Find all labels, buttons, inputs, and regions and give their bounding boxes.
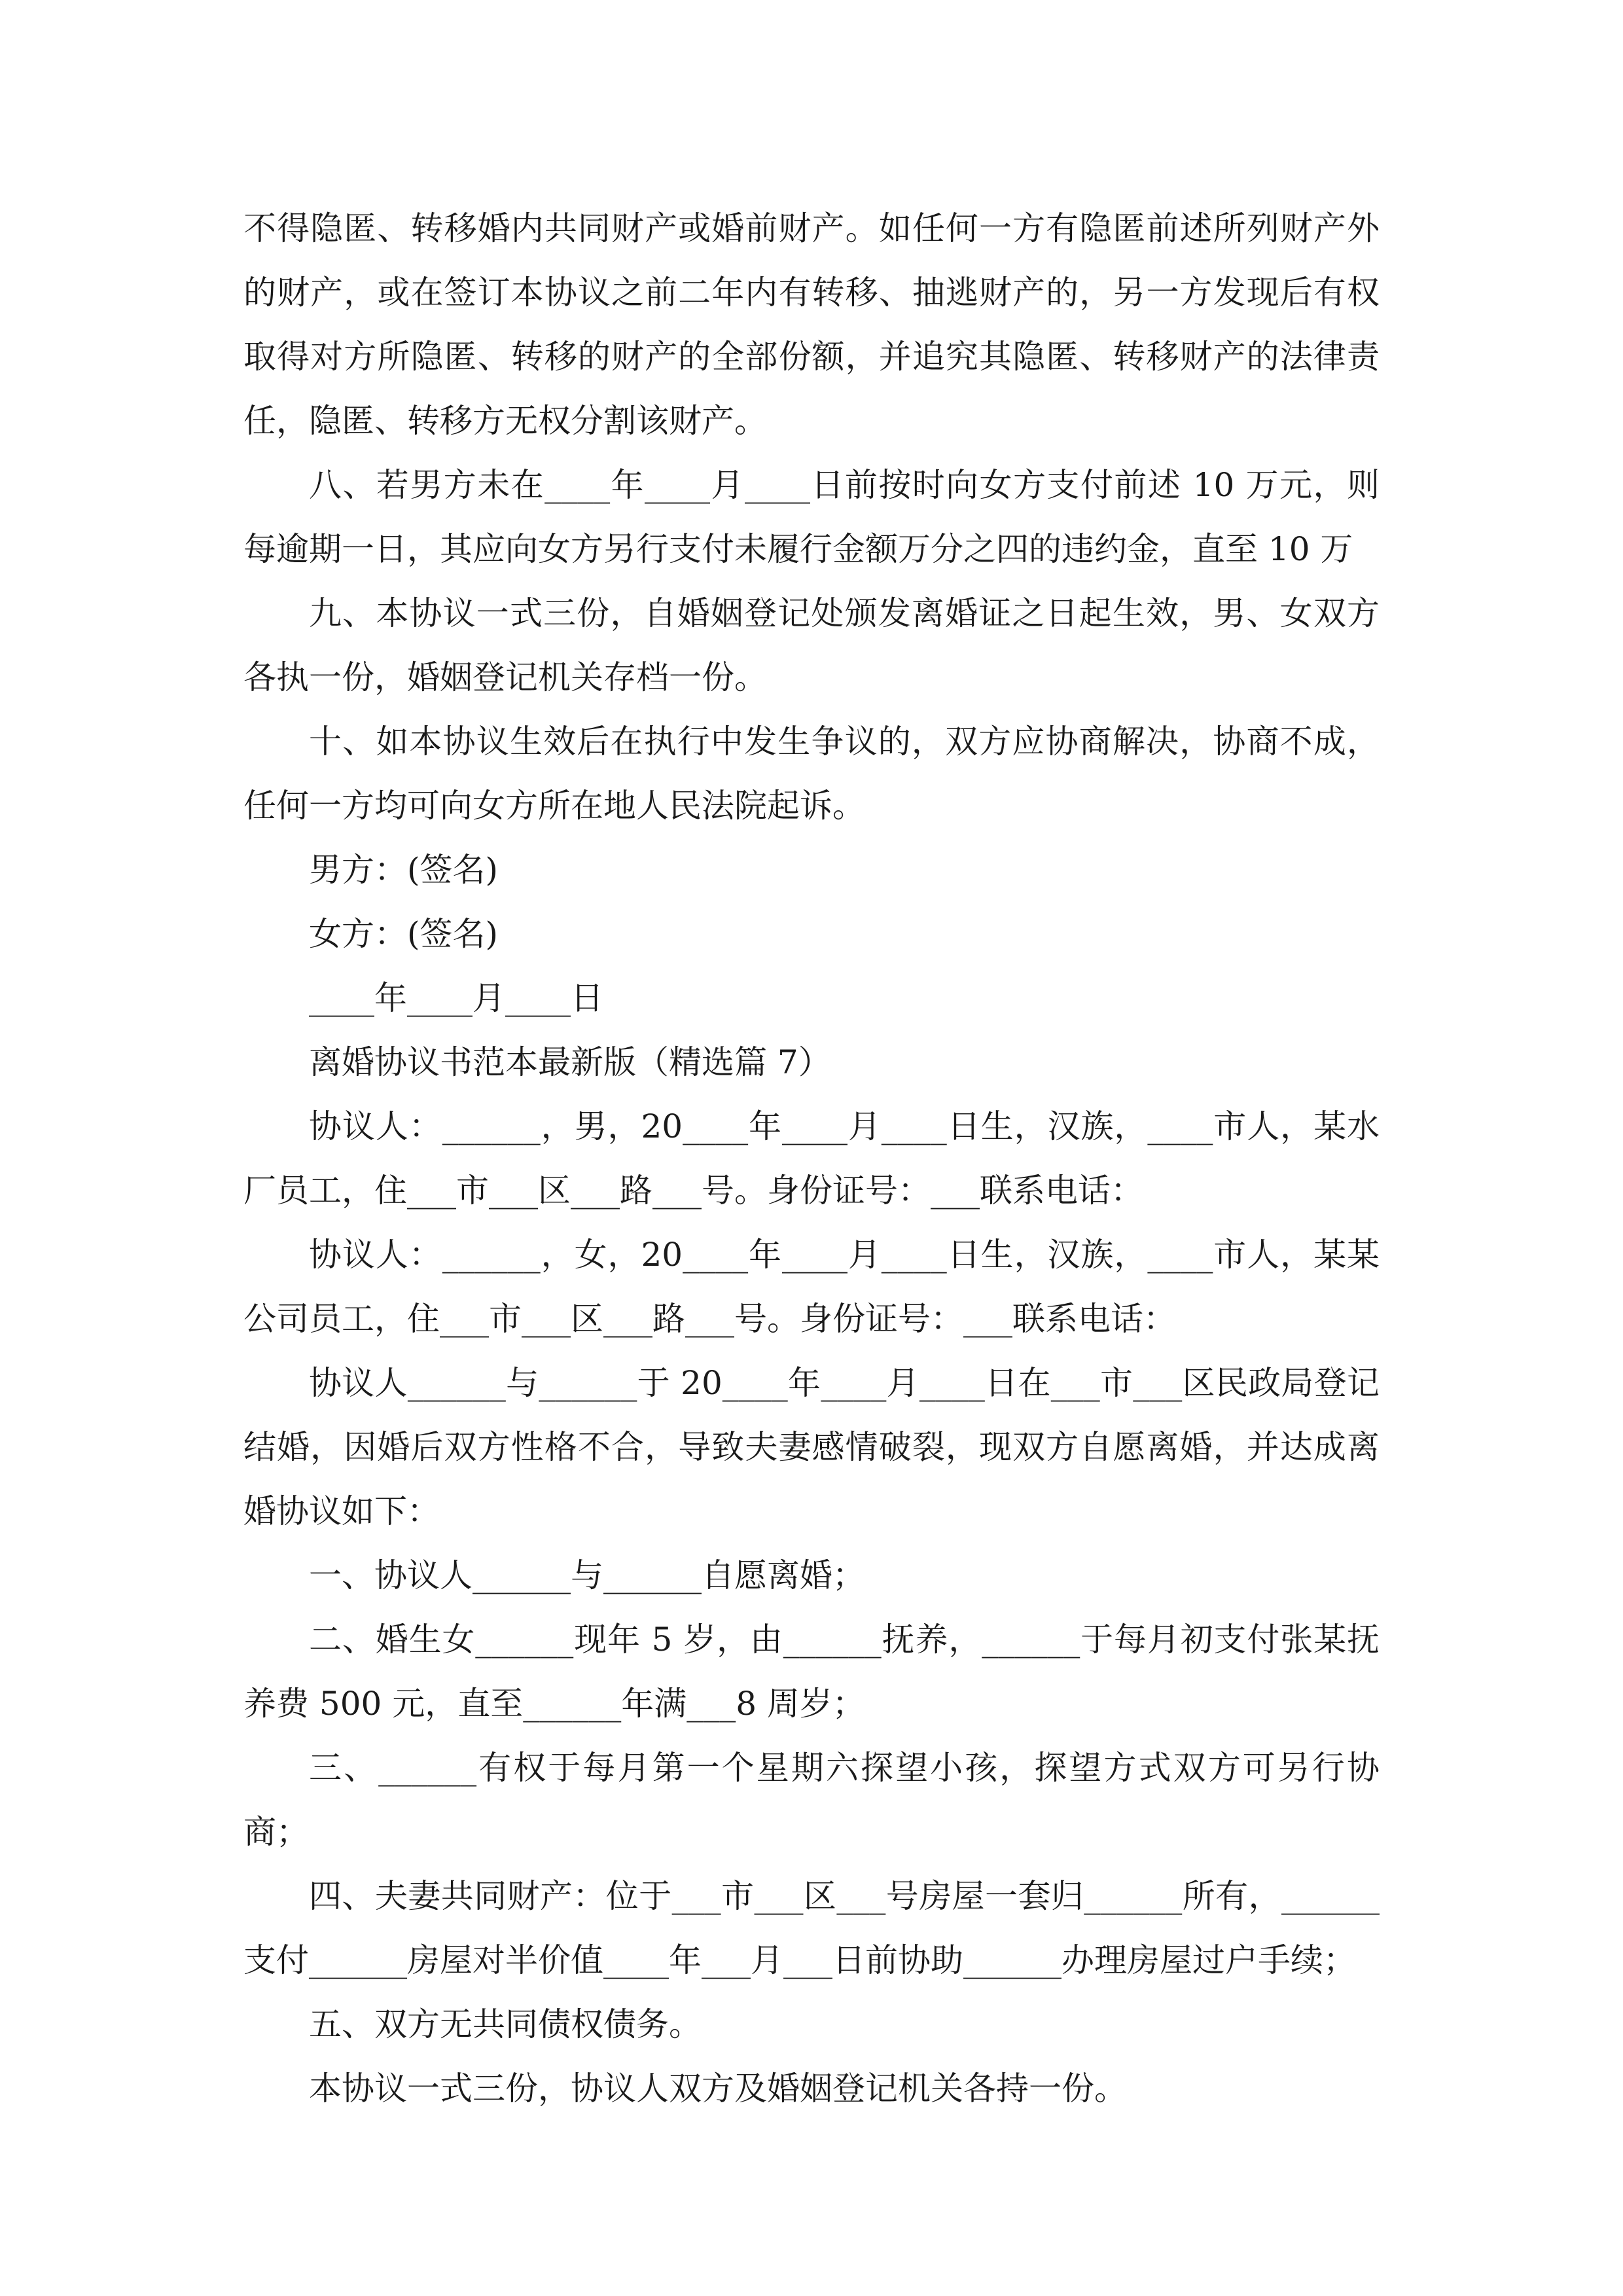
paragraph-party-female: 协议人：______，女，20____年____月____日生，汉族，____市人，某某公司员工，住___市___区___路___号。身份证号：___联系电话： xyxy=(243,1236,1380,1338)
paragraph-clause-four: 四、夫妻共同财产：位于___市___区___号房屋一套归______所有，______支付______房屋对半价值____年___月___日前协助______办理房屋过户手续； xyxy=(243,1877,1380,1979)
signature-date: ____年____月____日 xyxy=(309,979,603,1017)
signature-female: 女方：(签名) xyxy=(309,915,499,953)
paragraph-copies: 本协议一式三份，协议人双方及婚姻登记机关各持一份。 xyxy=(309,2070,1127,2108)
paragraph-clause-two: 二、婚生女______现年 5 岁，由______抚养，______于每月初支付张某抚养费 500 元，直至______年满___8 周岁； xyxy=(243,1621,1380,1723)
paragraph-clause-five: 五、双方无共同债权债务。 xyxy=(309,2005,702,2043)
document-page xyxy=(243,196,1380,2121)
paragraph-property-concealment: 不得隐匿、转移婚内共同财产或婚前财产。如任何一方有隐匿前述所列财产外的财产，或在签订本协议之前二年内有转移、抽逃财产的，另一方发现后有权取得对方所隐匿、转移的财产的全部份额，并追究其隐匿、转移财产的法律责任，隐匿、转移方无权分割该财产。 xyxy=(243,209,1380,440)
paragraph-marriage-background: 协议人______与______于 20____年____月____日在___市___区民政局登记结婚，因婚后双方性格不合，导致夫妻感情破裂，现双方自愿离婚，并达成离婚协议如下： xyxy=(243,1364,1380,1530)
paragraph-clause-one: 一、协议人______与______自愿离婚； xyxy=(309,1556,865,1594)
paragraph-clause-nine: 九、本协议一式三份，自婚姻登记处颁发离婚证之日起生效，男、女双方各执一份，婚姻登记机关存档一份。 xyxy=(243,594,1380,696)
signature-male: 男方：(签名) xyxy=(309,851,499,889)
paragraph-clause-eight: 八、若男方未在____年____月____日前按时向女方支付前述 10 万元，则每逾期一日，其应向女方另行支付未履行金额万分之四的违约金，直至 10 万 xyxy=(243,466,1380,568)
paragraph-clause-ten: 十、如本协议生效后在执行中发生争议的，双方应协商解决，协商不成，任何一方均可向女方所在地人民法院起诉。 xyxy=(243,723,1380,825)
paragraph-clause-three: 三、______有权于每月第一个星期六探望小孩，探望方式双方可另行协商； xyxy=(243,1749,1380,1851)
section-heading: 离婚协议书范本最新版（精选篇 7） xyxy=(309,1043,831,1081)
paragraph-party-male: 协议人：______，男，20____年____月____日生，汉族，____市人，某水厂员工，住___市___区___路___号。身份证号：___联系电话： xyxy=(243,1107,1380,1210)
